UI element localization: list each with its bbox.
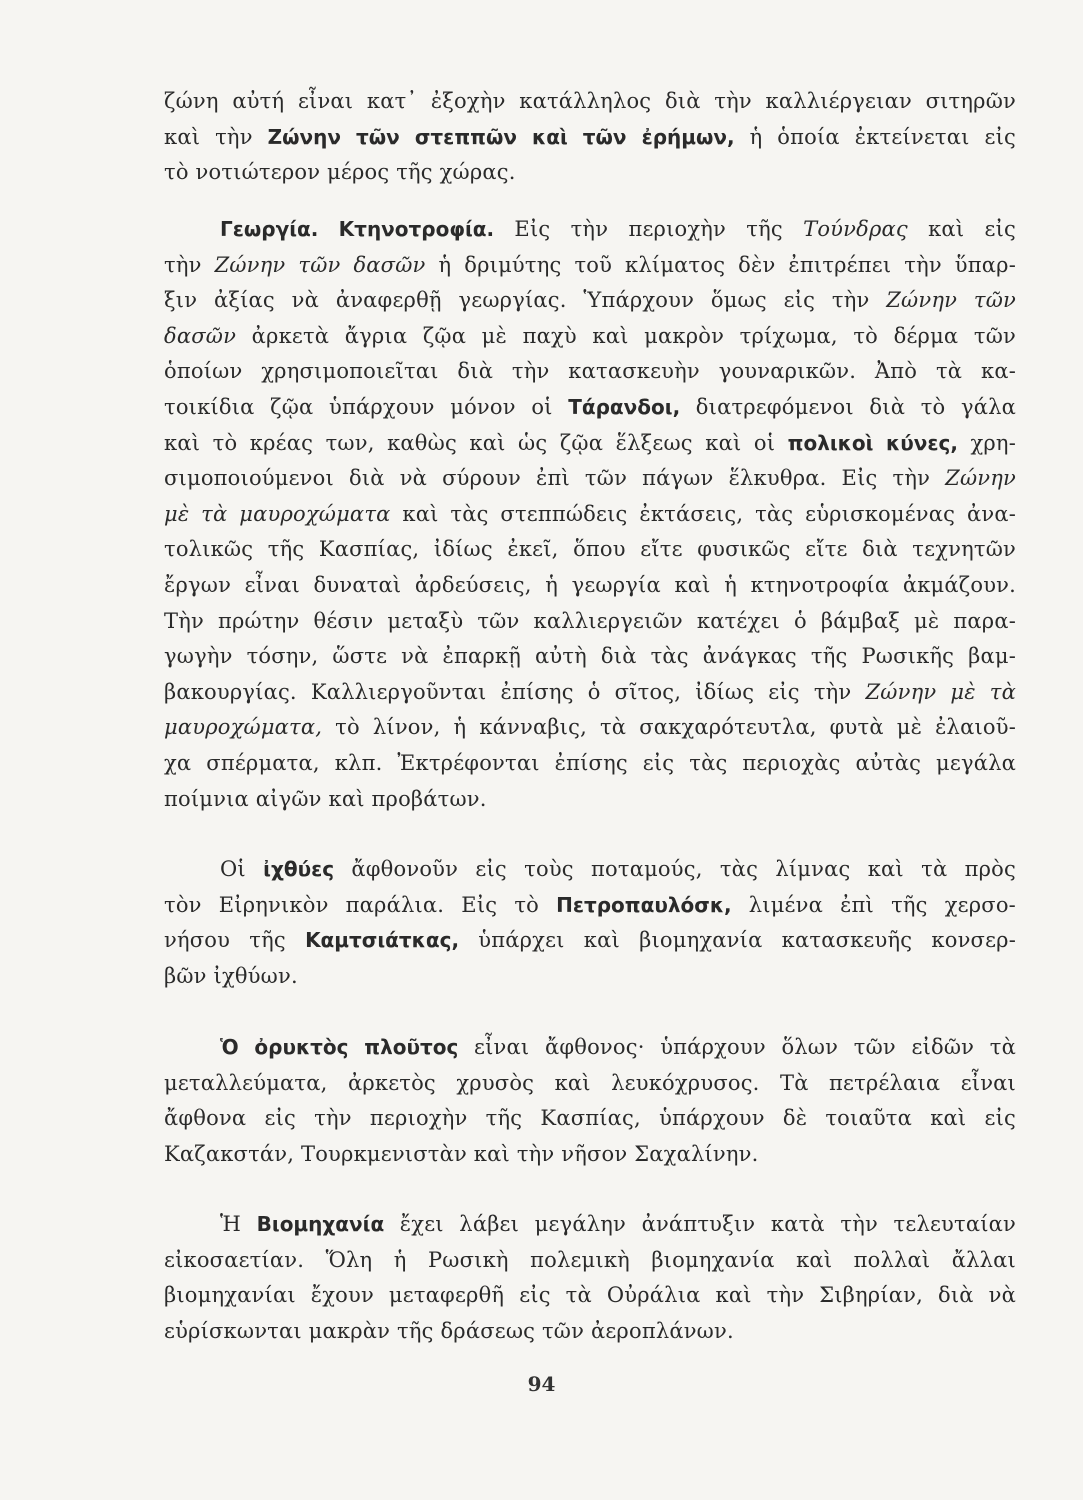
italic-term: μὲ τὰ μαυροχώματα (164, 501, 391, 526)
text-line (164, 1066, 1016, 1102)
italic-term: δασῶν (164, 323, 237, 348)
text-line (164, 1314, 1016, 1350)
text-line (164, 497, 1016, 533)
text-run: τὸ λίνον, ἡ κάνναβις, τὰ σακχαρότευτλα, φυτὰ μὲ ἐλαιοῦ- (322, 715, 1016, 740)
text-line (164, 155, 1016, 191)
text-run: ἡ δριμύτης τοῦ κλίματος δὲν ἐπιτρέπει τὴν ὕπαρ- (425, 252, 1016, 277)
text-run: νήσου τῆς (164, 928, 306, 953)
text-run: ὑπάρχει καὶ βιομηχανία κατασκευῆς κονσερ- (459, 928, 1017, 953)
italic-term: Ζώνην μὲ τὰ (865, 679, 1016, 704)
text-run: τὸν Εἰρηνικὸν παράλια. Εἰς τὸ (164, 892, 557, 917)
page-number: 94 (527, 1372, 556, 1396)
bold-term: Τάρανδοι, (568, 394, 681, 419)
text-line (164, 568, 1016, 604)
text-run: εἰκοσαετίαν. Ὅλη ἡ Ρωσικὴ πολεμικὴ βιομηχανία καὶ πολλαὶ ἄλλαι (164, 1247, 1016, 1272)
text-run: καὶ τὰς στεππώδεις ἐκτάσεις, τὰς εὑρισκομένας ἀνα- (390, 501, 1016, 526)
italic-term: Ζώνην τῶν (886, 288, 1016, 313)
text-line (164, 888, 1016, 924)
text-run: τὸ νοτιώτερον μέρος τῆς χώρας. (164, 160, 516, 185)
text-line (164, 120, 1016, 156)
text-run: ἀρκετὰ ἄγρια ζῷα μὲ παχὺ καὶ μακρὸν τρίχωμα, τὸ δέρμα τῶν (236, 323, 1016, 348)
text-line (164, 1137, 1016, 1173)
text-run: ἡ ὁποία ἐκτείνεται εἰς (734, 124, 1016, 149)
text-run: βιομηχανίαι ἔχουν μεταφερθῆ εἰς τὰ Οὐράλια καὶ τὴν Σιβηρίαν, διὰ νὰ (164, 1283, 1016, 1308)
bold-term: Πετροπαυλόσκ, (556, 892, 732, 917)
text-line (164, 319, 1016, 355)
text-line (164, 461, 1016, 497)
text-line (164, 532, 1016, 568)
text-line (164, 283, 1016, 319)
text-line (164, 746, 1016, 782)
text-run: Καζακστάν, Τουρκμενιστὰν καὶ τὴν νῆσον Σαχαλίνην. (164, 1141, 759, 1166)
text-line (164, 1207, 1016, 1243)
paragraph-agriculture-livestock (164, 212, 1016, 817)
text-run: τὴν (164, 252, 215, 277)
text-line (164, 1278, 1016, 1314)
text-run: χρη- (957, 430, 1016, 455)
bold-term: Γεωργία. Κτηνοτροφία. (220, 217, 495, 241)
text-run: καὶ εἰς (907, 217, 1016, 241)
text-line (164, 675, 1016, 711)
bold-term: Καμτσιάτκας, (305, 928, 460, 953)
paragraph-industry (164, 1207, 1016, 1349)
bold-term: Βιομηχανία (256, 1212, 385, 1236)
text-run: χα σπέρματα, κλπ. Ἐκτρέφονται ἐπίσης εἰς τὰς περιοχὰς αὐτὰς μεγάλα (164, 750, 1016, 775)
text-line (164, 84, 1016, 120)
text-run: ἄφθονα εἰς τὴν περιοχὴν τῆς Κασπίας, ὑπάρχουν δὲ τοιαῦτα καὶ εἰς (164, 1106, 1016, 1131)
text-line (164, 1030, 1016, 1066)
text-run: εὑρίσκωνται μακρὰν τῆς δράσεως τῶν ἀεροπλάνων. (164, 1318, 734, 1343)
text-line (164, 1101, 1016, 1137)
italic-term: Ζώνην τῶν δασῶν (214, 252, 426, 277)
text-run: σιμοποιούμενοι διὰ νὰ σύρουν ἐπὶ τῶν πάγων ἕλκυθρα. Εἰς τὴν (164, 466, 946, 491)
text-line (164, 212, 1016, 248)
text-line (164, 959, 1016, 995)
bold-term: Ζώνην τῶν στεππῶν καὶ τῶν ἐρήμων, (267, 124, 735, 149)
text-run: Τὴν πρώτην θέσιν μεταξὺ τῶν καλλιεργειῶν κατέχει ὁ βάμβαξ μὲ παρα- (164, 608, 1016, 633)
text-run: ὁποίων χρησιμοποιεῖται διὰ τὴν κατασκευὴν γουναρικῶν. Ἀπὸ τὰ κα- (164, 359, 1016, 384)
bold-term: Ὁ ὀρυκτὸς πλοῦτος (220, 1035, 459, 1059)
text-line (164, 604, 1016, 640)
text-line (164, 390, 1016, 426)
text-run: τοικίδια ζῷα ὑπάρχουν μόνον οἱ (164, 394, 569, 419)
text-line (164, 710, 1016, 746)
text-line (164, 782, 1016, 818)
italic-term: Ζώνην (945, 466, 1016, 491)
bold-term: ἰχθύες (263, 857, 335, 881)
text-run: καὶ τὴν (164, 124, 268, 149)
text-line (164, 354, 1016, 390)
text-run: γωγὴν τόσην, ὥστε νὰ ἐπαρκῇ αὐτὴ διὰ τὰς ἀνάγκας τῆς Ρωσικῆς βαμ- (164, 644, 1016, 669)
paragraph-fish (164, 852, 1016, 994)
text-run: ἄφθονοῦν εἰς τοὺς ποταμούς, τὰς λίμνας καὶ τὰ πρὸς (334, 857, 1016, 881)
text-line (164, 248, 1016, 284)
text-run: Οἱ (220, 857, 264, 881)
text-run: διατρεφόμενοι διὰ τὸ γάλα (680, 394, 1016, 419)
text-line (164, 1243, 1016, 1279)
paragraph-mineral-wealth (164, 1030, 1016, 1172)
text-run: Ἡ (220, 1212, 257, 1236)
text-run: βῶν ἰχθύων. (164, 963, 298, 988)
text-run: ξιν ἀξίας νὰ ἀναφερθῇ γεωργίας. Ὑπάρχουν ὅμως εἰς τὴν (164, 288, 887, 313)
text-line (164, 639, 1016, 675)
paragraph-steppe-zone (164, 84, 1016, 191)
text-run: βακουργίας. Καλλιεργοῦνται ἐπίσης ὁ σῖτος, ἰδίως εἰς τὴν (164, 679, 866, 704)
text-run: εἶναι ἄφθονος· ὑπάρχουν ὅλων τῶν εἰδῶν τὰ (458, 1035, 1016, 1059)
text-run: ἔχει λάβει μεγάλην ἀνάπτυξιν κατὰ τὴν τελευταίαν (384, 1212, 1016, 1236)
text-run: λιμένα ἐπὶ τῆς χερσο- (731, 892, 1016, 917)
text-run: καὶ τὸ κρέας των, καθὼς καὶ ὡς ζῷα ἕλξεως καὶ οἱ (164, 430, 788, 455)
bold-term: πολικοὶ κύνες, (787, 430, 958, 455)
text-run: μεταλλεύματα, ἀρκετὸς χρυσὸς καὶ λευκόχρυσος. Τὰ πετρέλαια εἶναι (164, 1070, 1016, 1095)
text-run: ἔργων εἶναι δυναταὶ ἀρδεύσεις, ἡ γεωργία καὶ ἡ κτηνοτροφία ἀκμάζουν. (164, 572, 1016, 597)
text-run: Εἰς τὴν περιοχὴν τῆς (494, 217, 804, 241)
text-run: ζώνη αὐτή εἶναι κατ᾽ ἐξοχὴν κατάλληλος διὰ τὴν καλλιέργειαν σιτηρῶν (164, 89, 1016, 113)
text-line (164, 852, 1016, 888)
text-run: τολικῶς τῆς Κασπίας, ἰδίως ἐκεῖ, ὅπου εἴτε φυσικῶς εἴτε διὰ τεχνητῶν (164, 537, 1016, 562)
italic-term: μαυροχώματα, (164, 715, 323, 740)
text-run: ποίμνια αἰγῶν καὶ προβάτων. (164, 786, 487, 811)
text-line (164, 923, 1016, 959)
text-line (164, 426, 1016, 462)
italic-term: Τούνδρας (803, 217, 908, 241)
